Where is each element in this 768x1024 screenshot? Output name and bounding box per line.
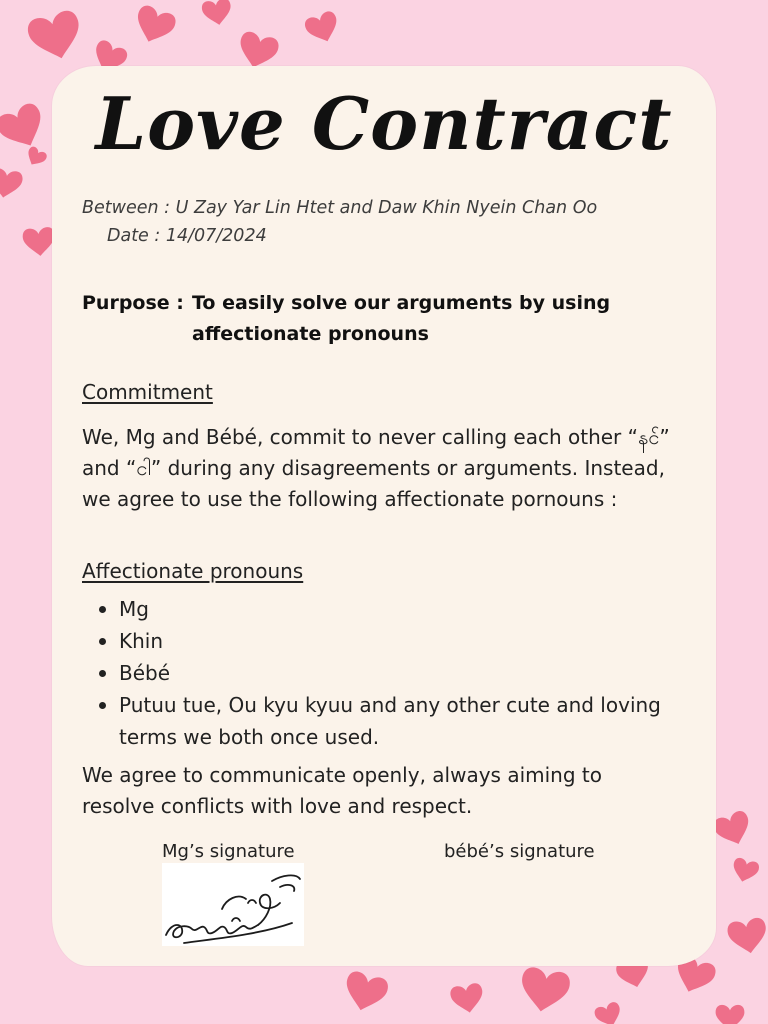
- commitment-paragraph: We, Mg and Bébé, commit to never calling each other “နင်” and “ငါ” during any disagreements or arguments. Instead, we agree to use the following affectionate pornouns :: [82, 425, 670, 511]
- list-item: Putuu tue, Ou kyu kyuu and any other cute and loving terms we both once used.: [82, 689, 672, 753]
- between-parties: Between : U Zay Yar Lin Htet and Daw Khin Nyein Chan Oo: [82, 198, 598, 218]
- mg-signature-label: Mg’s signature: [162, 841, 295, 862]
- pronoun-list: [82, 593, 672, 753]
- mg-signature-image: [162, 863, 304, 946]
- list-item: Bébé: [82, 657, 672, 689]
- bebe-signature-label: bébé’s signature: [444, 841, 595, 862]
- list-item: Khin: [82, 625, 672, 657]
- affectionate-pronouns-heading: Affectionate pronouns: [82, 559, 304, 583]
- purpose-text: To easily solve our arguments by using affectionate pronouns: [192, 292, 611, 345]
- commitment-heading: Commitment: [82, 380, 213, 404]
- contract-date: Date : 14/07/2024: [107, 226, 267, 246]
- purpose-label: Purpose :: [82, 292, 184, 314]
- closing-statement: We agree to communicate openly, always aiming to resolve conflicts with love and respect.: [82, 763, 602, 818]
- contract-title: Love Contract: [95, 81, 673, 166]
- list-item: Mg: [82, 593, 672, 625]
